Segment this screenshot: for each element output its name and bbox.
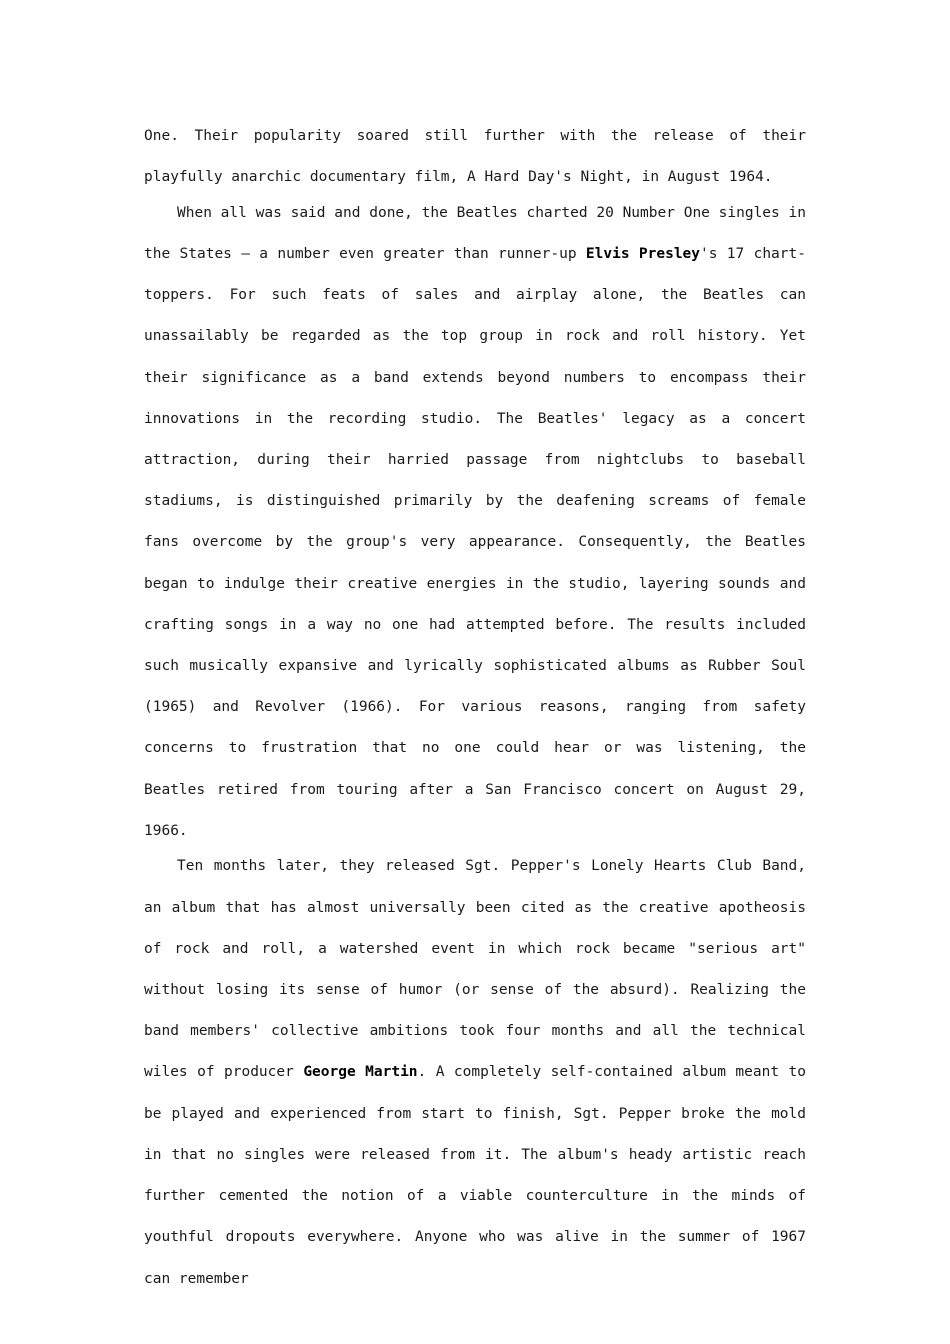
paragraph-1-text: One. Their popularity soared still further with the release of their playfully anarchic documentary film, A Hard Day's Night, in August 1964.: [144, 128, 806, 186]
paragraph-2: [144, 193, 806, 852]
paragraph-1: [144, 116, 806, 198]
paragraph-3-text-end: . A completely self-contained album meant to be played and experienced from start to finish, Sgt. Pepper broke the mold in that no singles were released from it. The album's heady artistic reach further cemented the notion of a viable counterculture in the minds of youthful dropouts everywhere. Anyone who was alive in the summer of 1967 can remember: [144, 1064, 806, 1287]
paragraph-3: [144, 846, 806, 1299]
body-text: [144, 116, 806, 1294]
paragraph-3-text-start: Ten months later, they released Sgt. Pepper's Lonely Hearts Club Band, an album that has almost universally been cited as the creative apotheosis of rock and roll, a watershed event in which rock became "serious art" without losing its sense of humor (or sense of the absurd). Realizing the band members' collective ambitions took four months and all the technical wiles of producer: [144, 858, 806, 1081]
paragraph-2-text-start: When all was said and done, the Beatles charted 20 Number One singles in the States – a number even greater than runner-up: [144, 204, 806, 263]
paragraph-2-text-end: 's 17 chart-toppers. For such feats of sales and airplay alone, the Beatles can unassailably be regarded as the top group in rock and roll history. Yet their significance as a band extends beyond numbers to encompass their innovations in the recording studio. The Beatles' legacy as a concert attraction, during their harried passage from nightclubs to baseball stadiums, is distinguished primarily by the deafening screams of female fans overcome by the group's very appearance. Consequently, the Beatles began to indulge their creative energies in the studio, layering sounds and crafting songs in a way no one had attempted before. The results included such musically expansive and lyrically sophisticated albums as Rubber Soul (1965) and Revolver (1966). For various reasons, ranging from safety concerns to frustration that no one could hear or was listening, the Beatles retired from touring after a San Francisco concert on August 29, 1966.: [144, 246, 806, 839]
elvis-presley-link[interactable]: Elvis Presley: [585, 246, 701, 263]
george-martin-link[interactable]: George Martin: [303, 1064, 418, 1081]
